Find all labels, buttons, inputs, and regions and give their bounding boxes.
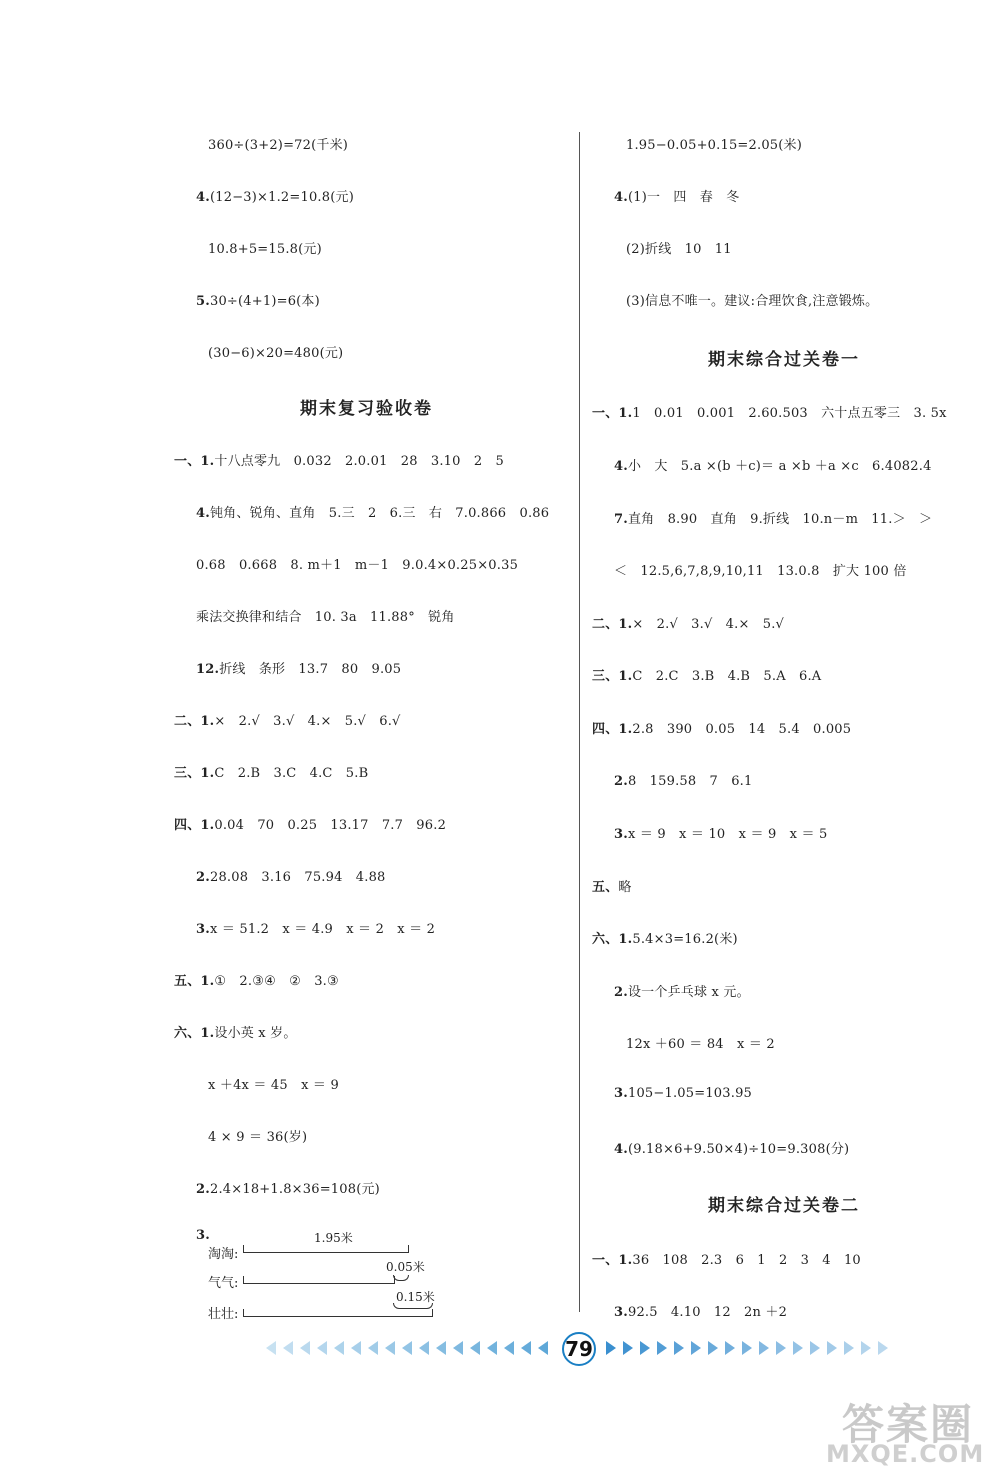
arrow-left-icon: [521, 1341, 531, 1355]
answer-line: 2.28.08 3.16 75.94 4.88: [196, 870, 386, 885]
arrow-left-icon: [538, 1341, 548, 1355]
answer-line: 3.x ＝ 51.2 x ＝ 4.9 x ＝ 2 x ＝ 2: [196, 922, 436, 937]
answer-line: 4 × 9 ＝ 36(岁): [208, 1130, 308, 1145]
diagram-value: 0.05米: [386, 1260, 425, 1274]
answer-line: 六、1.5.4×3=16.2(米): [592, 932, 738, 947]
diagram-brace: [393, 1275, 409, 1281]
diagram-bar: [243, 1276, 395, 1284]
arrow-right-icon: [759, 1341, 769, 1355]
answer-line: 乘法交换律和结合 10. 3a 11.88° 锐角: [196, 610, 455, 625]
watermark-url: MXQE.COM: [826, 1440, 985, 1468]
diagram-row-label: 气气:: [208, 1276, 239, 1291]
arrow-left-icon: [368, 1341, 378, 1355]
arrow-left-icon: [470, 1341, 480, 1355]
answer-line: 4.(12−3)×1.2=10.8(元): [196, 190, 354, 205]
answer-line: 五、1.① 2.③④ ② 3.③: [174, 974, 339, 989]
answer-line: 四、1.0.04 70 0.25 13.17 7.7 96.2: [174, 818, 447, 833]
arrow-left-icon: [385, 1341, 395, 1355]
answer-line: 10.8+5=15.8(元): [208, 242, 322, 257]
arrow-right-icon: [691, 1341, 701, 1355]
arrow-left-icon: [402, 1341, 412, 1355]
answer-line: x ＋4x ＝ 45 x ＝ 9: [208, 1078, 339, 1093]
arrow-left-icon: [504, 1341, 514, 1355]
arrow-right-icon: [623, 1341, 633, 1355]
section-title: 期末综合过关卷二: [708, 1196, 860, 1216]
answer-line: 六、1.设小英 x 岁。: [174, 1026, 297, 1041]
answer-line: 一、1.十八点零九 0.032 2.0.01 28 3.10 2 5: [174, 454, 504, 469]
answer-line: 4.(9.18×6+9.50×4)÷10=9.308(分): [614, 1142, 850, 1157]
section-title: 期末复习验收卷: [300, 399, 433, 419]
arrow-right-icon: [844, 1341, 854, 1355]
answer-line: 二、1.× 2.√ 3.√ 4.× 5.√ 6.√: [174, 714, 401, 729]
arrow-left-icon: [419, 1341, 429, 1355]
arrow-left-icon: [334, 1341, 344, 1355]
answer-line: 4.钝角、锐角、直角 5.三 2 6.三 右 7.0.866 0.86: [196, 506, 550, 521]
answer-line: 5.30÷(4+1)=6(本): [196, 294, 320, 309]
answer-line: 三、1.C 2.B 3.C 4.C 5.B: [174, 766, 369, 781]
answer-line: 四、1.2.8 390 0.05 14 5.4 0.005: [592, 722, 852, 737]
answer-line: (30−6)×20=480(元): [208, 346, 344, 361]
page-number: 79: [562, 1332, 596, 1366]
diagram-value: 0.15米: [396, 1290, 435, 1304]
arrow-right-icon: [827, 1341, 837, 1355]
arrow-right-icon: [674, 1341, 684, 1355]
arrow-right-icon: [657, 1341, 667, 1355]
arrow-left-icon: [283, 1341, 293, 1355]
arrow-right-icon: [776, 1341, 786, 1355]
diagram-bar: [243, 1245, 409, 1253]
arrow-left-icon: [351, 1341, 361, 1355]
arrow-right-icon: [606, 1341, 616, 1355]
answer-line: 3.: [196, 1228, 210, 1243]
answer-line: 一、1.1 0.01 0.001 2.60.503 六十点五零三 3. 5x: [592, 406, 947, 421]
arrow-left-icon: [436, 1341, 446, 1355]
answer-line: 0.68 0.668 8. m＋1 m－1 9.0.4×0.25×0.35: [196, 558, 519, 573]
diagram-row-label: 淘淘:: [208, 1247, 239, 1262]
answer-line: 2.设一个乒乓球 x 元。: [614, 985, 750, 1000]
page-footer: [262, 1332, 902, 1366]
answer-line: 4.(1)一 四 春 冬: [614, 190, 740, 205]
watermark-text: 答案圈: [842, 1400, 975, 1449]
answer-line: 3.x ＝ 9 x ＝ 10 x ＝ 9 x ＝ 5: [614, 827, 828, 842]
answer-line: ＜ 12.5,6,7,8,9,10,11 13.0.8 扩大 100 倍: [614, 564, 907, 579]
arrow-left-icon: [453, 1341, 463, 1355]
arrow-right-icon: [861, 1341, 871, 1355]
answer-line: 2.8 159.58 7 6.1: [614, 774, 753, 789]
column-divider: [579, 132, 580, 1312]
arrow-left-icon: [300, 1341, 310, 1355]
diagram-bar: [243, 1309, 433, 1317]
answer-line: 1.95−0.05+0.15=2.05(米): [626, 138, 803, 153]
diagram-value: 1.95米: [314, 1231, 353, 1245]
answer-line: (2)折线 10 11: [626, 242, 732, 257]
answer-line: 12.折线 条形 13.7 80 9.05: [196, 662, 402, 677]
answer-line: 4.小 大 5.a ×(b ＋c)＝ a ×b ＋a ×c 6.4082.4: [614, 459, 932, 474]
diagram-row-label: 壮壮:: [208, 1307, 239, 1322]
answer-line: 三、1.C 2.C 3.B 4.B 5.A 6.A: [592, 669, 822, 684]
section-title: 期末综合过关卷一: [708, 350, 860, 370]
arrow-right-icon: [793, 1341, 803, 1355]
arrow-left-icon: [266, 1341, 276, 1355]
answer-line: 一、1.36 108 2.3 6 1 2 3 4 10: [592, 1253, 861, 1268]
answer-line: 360÷(3+2)=72(千米): [208, 138, 349, 153]
arrow-right-icon: [878, 1341, 888, 1355]
arrow-left-icon: [487, 1341, 497, 1355]
arrow-right-icon: [725, 1341, 735, 1355]
arrow-right-icon: [708, 1341, 718, 1355]
arrow-right-icon: [742, 1341, 752, 1355]
answer-line: 3.105−1.05=103.95: [614, 1086, 753, 1101]
answer-line: 12x ＋60 ＝ 84 x ＝ 2: [626, 1037, 775, 1052]
answer-line: 二、1.× 2.√ 3.√ 4.× 5.√: [592, 617, 785, 632]
answer-line: (3)信息不唯一。建议:合理饮食,注意锻炼。: [626, 294, 879, 309]
answer-line: 7.直角 8.90 直角 9.折线 10.n－m 11.＞ ＞: [614, 512, 933, 527]
arrow-right-icon: [640, 1341, 650, 1355]
answer-line: 3.92.5 4.10 12 2n ＋2: [614, 1305, 788, 1320]
answer-line: 五、略: [592, 880, 632, 895]
arrow-right-icon: [810, 1341, 820, 1355]
arrow-left-icon: [317, 1341, 327, 1355]
watermark-logo: [812, 1392, 992, 1470]
answer-line: 2.2.4×18+1.8×36=108(元): [196, 1182, 380, 1197]
